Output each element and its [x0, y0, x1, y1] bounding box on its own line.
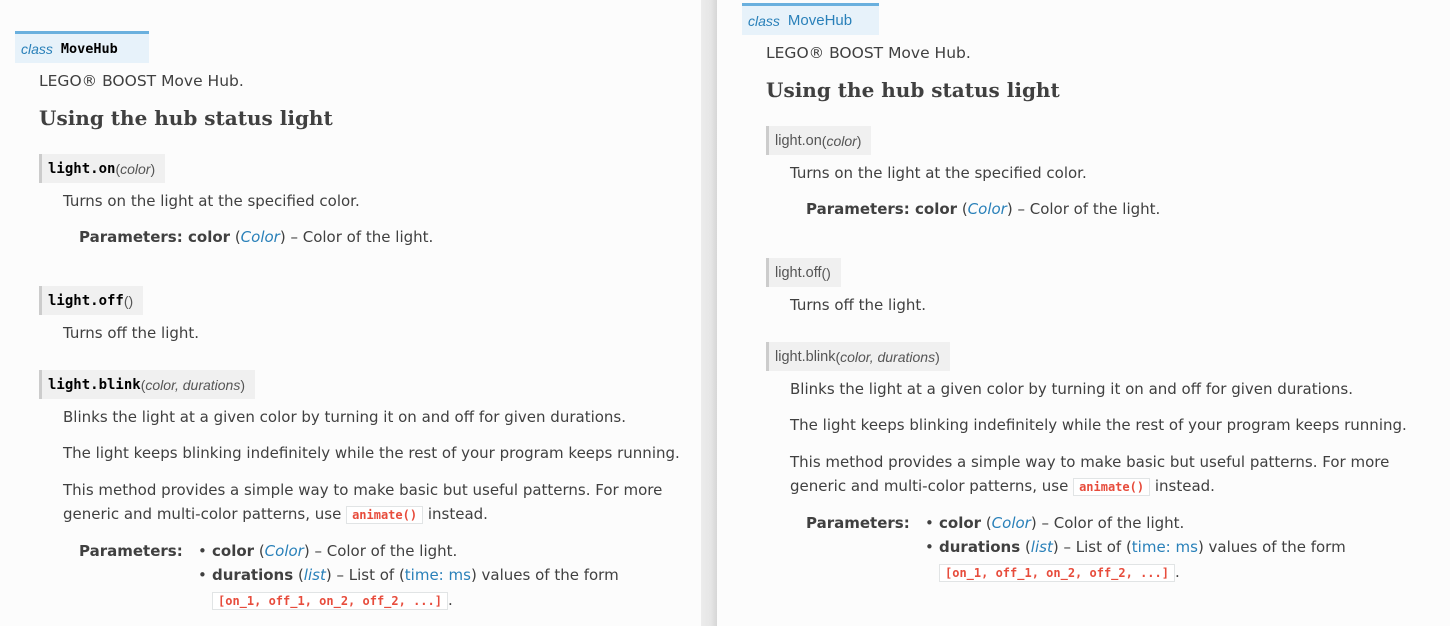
- type-link-color[interactable]: Color: [991, 514, 1031, 532]
- desc3-text: This method provides a simple way to make basic but useful patterns. For more generic and multi-color patterns, use: [63, 481, 663, 523]
- class-name: MoveHub: [787, 12, 853, 29]
- class-signature: [15, 31, 149, 63]
- parameter-item-durations: • durations (list) – List of (time: ms) values of the form: [925, 538, 1346, 556]
- blink-description-2: The light keeps blinking indefinitely while the rest of your program keeps running.: [63, 444, 680, 462]
- class-description: LEGO® BOOST Move Hub.: [39, 72, 244, 90]
- method-args: color, durations: [840, 348, 936, 365]
- paren-close: ): [935, 348, 940, 365]
- type-link-list[interactable]: list: [1030, 538, 1053, 556]
- method-signature-light-on: [39, 154, 165, 183]
- method-description: Turns on the light at the specified color.: [63, 192, 360, 210]
- method-description: Turns off the light.: [790, 296, 927, 314]
- paren-open: (: [140, 376, 146, 393]
- desc3-text: This method provides a simple way to make basic but useful patterns. For more generic and multi-color patterns, use: [790, 453, 1390, 495]
- param-desc-tail: ) values of the form: [470, 566, 619, 584]
- section-title: Using the hub status light: [39, 106, 333, 130]
- param-desc: – Color of the light.: [1036, 514, 1185, 532]
- method-args: color: [826, 132, 857, 149]
- paren-close: ): [856, 132, 862, 149]
- method-name: light.off: [775, 264, 822, 281]
- blink-description-1: Blinks the light at a given color by turning it on and off for given durations.: [790, 380, 1354, 398]
- bullet: •: [925, 514, 934, 532]
- method-description: Turns on the light at the specified color.: [790, 164, 1087, 182]
- paren-open: (: [115, 160, 121, 177]
- type-link-color[interactable]: Color: [264, 542, 304, 560]
- method-signature-light-blink: [39, 370, 255, 399]
- time-ms-link[interactable]: time: ms: [1131, 538, 1198, 556]
- type-link-color[interactable]: Color: [240, 228, 280, 246]
- animate-code-link[interactable]: animate(): [1073, 478, 1150, 496]
- method-name: light.blink: [48, 376, 141, 393]
- animate-code-link[interactable]: animate(): [346, 506, 423, 524]
- type-link-list[interactable]: list: [303, 566, 326, 584]
- method-description: Turns off the light.: [63, 324, 200, 342]
- bullet: •: [198, 566, 207, 584]
- param-name: durations: [212, 566, 294, 584]
- method-name: light.on: [48, 160, 116, 177]
- blink-description-3: [790, 450, 1440, 499]
- param-desc: – Color of the light.: [285, 228, 434, 246]
- paren-open: (: [821, 132, 827, 149]
- method-name: light.on: [775, 132, 822, 149]
- period: .: [447, 591, 453, 609]
- paren-close: ): [240, 376, 246, 393]
- class-keyword: class: [748, 12, 780, 29]
- parameters-label: Parameters:: [79, 228, 183, 246]
- parameters-label: Parameters:: [79, 542, 183, 560]
- parameters-label: Parameters:: [806, 200, 910, 218]
- param-desc: – List of (: [331, 566, 405, 584]
- method-signature-light-blink: [766, 342, 950, 371]
- param-name: color: [915, 200, 958, 218]
- bullet: •: [198, 542, 207, 560]
- durations-literal: [on_1, off_1, on_2, off_2, ...]: [212, 592, 448, 610]
- class-name: MoveHub: [60, 40, 118, 57]
- blink-description-1: Blinks the light at a given color by turning it on and off for given durations.: [63, 408, 627, 426]
- blink-description-3: [63, 478, 683, 527]
- param-name: color: [188, 228, 231, 246]
- parameter-item-durations: • durations (list) – List of (time: ms) values of the form: [198, 566, 619, 584]
- parameter-item-color: • color (Color) – Color of the light.: [925, 514, 1185, 532]
- desc3-tail: instead.: [423, 505, 488, 523]
- desc3-tail: instead.: [1150, 477, 1215, 495]
- period: .: [1174, 563, 1180, 581]
- param-name: durations: [939, 538, 1021, 556]
- parameter-item: color (Color) – Color of the light.: [188, 228, 434, 246]
- durations-literal: [on_1, off_1, on_2, off_2, ...]: [939, 564, 1175, 582]
- param-desc: – Color of the light.: [1012, 200, 1161, 218]
- param-name: color: [212, 542, 255, 560]
- parameters-label: Parameters:: [806, 514, 910, 532]
- method-parens: (): [123, 292, 134, 309]
- method-args: color: [120, 160, 151, 177]
- class-signature: [742, 3, 879, 35]
- type-link-color[interactable]: Color: [967, 200, 1007, 218]
- left-doc-pane: [0, 0, 701, 626]
- method-signature-light-off: [39, 286, 143, 315]
- param-desc: – Color of the light.: [309, 542, 458, 560]
- param-desc: – List of (: [1058, 538, 1132, 556]
- method-name: light.blink: [775, 348, 836, 365]
- method-signature-light-off: [766, 258, 841, 287]
- right-doc-pane: [717, 0, 1450, 626]
- durations-form: [939, 563, 1180, 581]
- class-keyword: class: [21, 40, 53, 57]
- method-signature-light-on: [766, 126, 871, 155]
- method-parens: (): [821, 264, 831, 281]
- section-title: Using the hub status light: [766, 78, 1060, 102]
- parameter-item: color (Color) – Color of the light.: [915, 200, 1161, 218]
- blink-description-2: The light keeps blinking indefinitely while the rest of your program keeps running.: [790, 416, 1407, 434]
- param-desc-tail: ) values of the form: [1197, 538, 1346, 556]
- method-args: color, durations: [145, 376, 241, 393]
- bullet: •: [925, 538, 934, 556]
- parameter-item-color: • color (Color) – Color of the light.: [198, 542, 458, 560]
- method-name: light.off: [48, 292, 124, 309]
- param-name: color: [939, 514, 982, 532]
- paren-open: (: [835, 348, 841, 365]
- class-description: LEGO® BOOST Move Hub.: [766, 44, 971, 62]
- paren-close: ): [150, 160, 156, 177]
- pane-divider[interactable]: [701, 0, 717, 626]
- time-ms-link[interactable]: time: ms: [404, 566, 471, 584]
- durations-form: [212, 591, 453, 609]
